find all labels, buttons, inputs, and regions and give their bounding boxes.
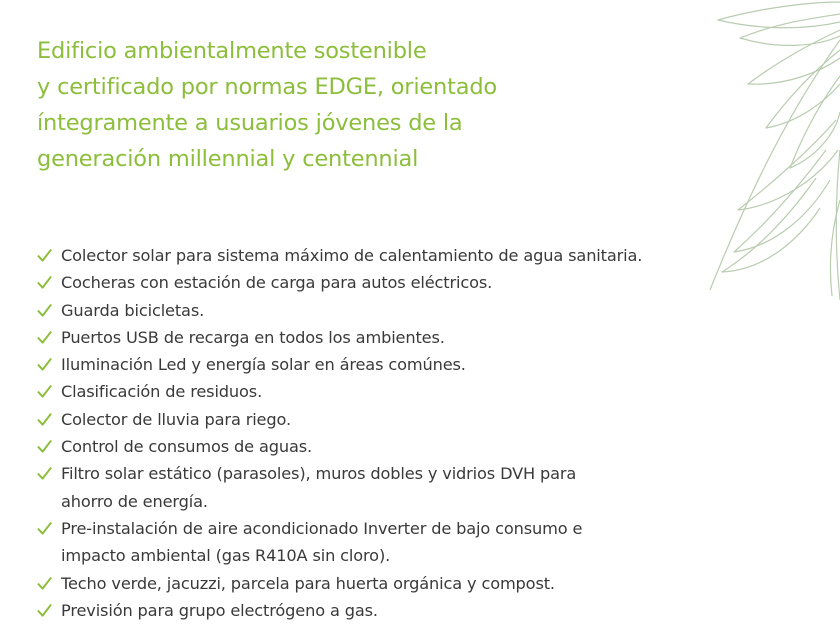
checkmark-icon [37,603,52,618]
feature-text-line: Pre-instalación de aire acondicionado Inverter de bajo consumo e [61,518,583,538]
feature-text-line: Colector solar para sistema máximo de calentamiento de agua sanitaria. [61,246,643,265]
feature-text-line: Filtro solar estático (parasoles), muros dobles y vidrios DVH para [61,464,577,484]
checkmark-icon [37,248,52,263]
feature-list [37,242,737,624]
checkmark-icon [37,521,52,536]
feature-item [37,351,737,378]
checkmark-icon [37,412,52,427]
feature-text-line: Colector de lluvia para riego. [61,409,291,429]
feature-text-line: impacto ambiental (gas R410A sin cloro). [61,546,391,566]
checkmark-icon [37,439,52,454]
checkmark-icon [37,330,52,345]
feature-item [37,433,737,460]
feature-item [37,597,737,624]
headline-line-1: Edificio ambientalmente sostenible [37,38,427,64]
feature-text-line: Clasificación de residuos. [61,382,263,402]
feature-item [37,570,737,597]
feature-text-line: Control de consumos de aguas. [61,437,313,457]
feature-item [37,297,737,324]
feature-item [37,242,737,269]
feature-item [37,515,737,570]
headline [37,33,597,177]
feature-text-line: Guarda bicicletas. [61,300,205,320]
feature-item [37,324,737,351]
feature-item [37,460,737,515]
feature-text-line: Puertos USB de recarga en todos los ambientes. [61,327,445,347]
checkmark-icon [37,466,52,481]
checkmark-icon [37,303,52,318]
checkmark-icon [37,576,52,591]
feature-item [37,406,737,433]
headline-line-2: y certificado por normas EDGE, orientado [37,74,497,100]
feature-text-line: Techo verde, jacuzzi, parcela para huerta orgánica y compost. [61,573,555,593]
headline-line-4: generación millennial y centennial [37,146,419,172]
feature-text-line: Previsión para grupo electrógeno a gas. [61,600,378,620]
feature-text-line: Cocheras con estación de carga para autos eléctricos. [61,273,493,293]
checkmark-icon [37,384,52,399]
feature-text-line: Iluminación Led y energía solar en áreas comúnes. [61,355,466,375]
checkmark-icon [37,275,52,290]
feature-text-line: ahorro de energía. [61,491,208,511]
checkmark-icon [37,357,52,372]
feature-item [37,269,737,296]
headline-line-3: íntegramente a usuarios jóvenes de la [37,110,463,136]
feature-item [37,378,737,405]
